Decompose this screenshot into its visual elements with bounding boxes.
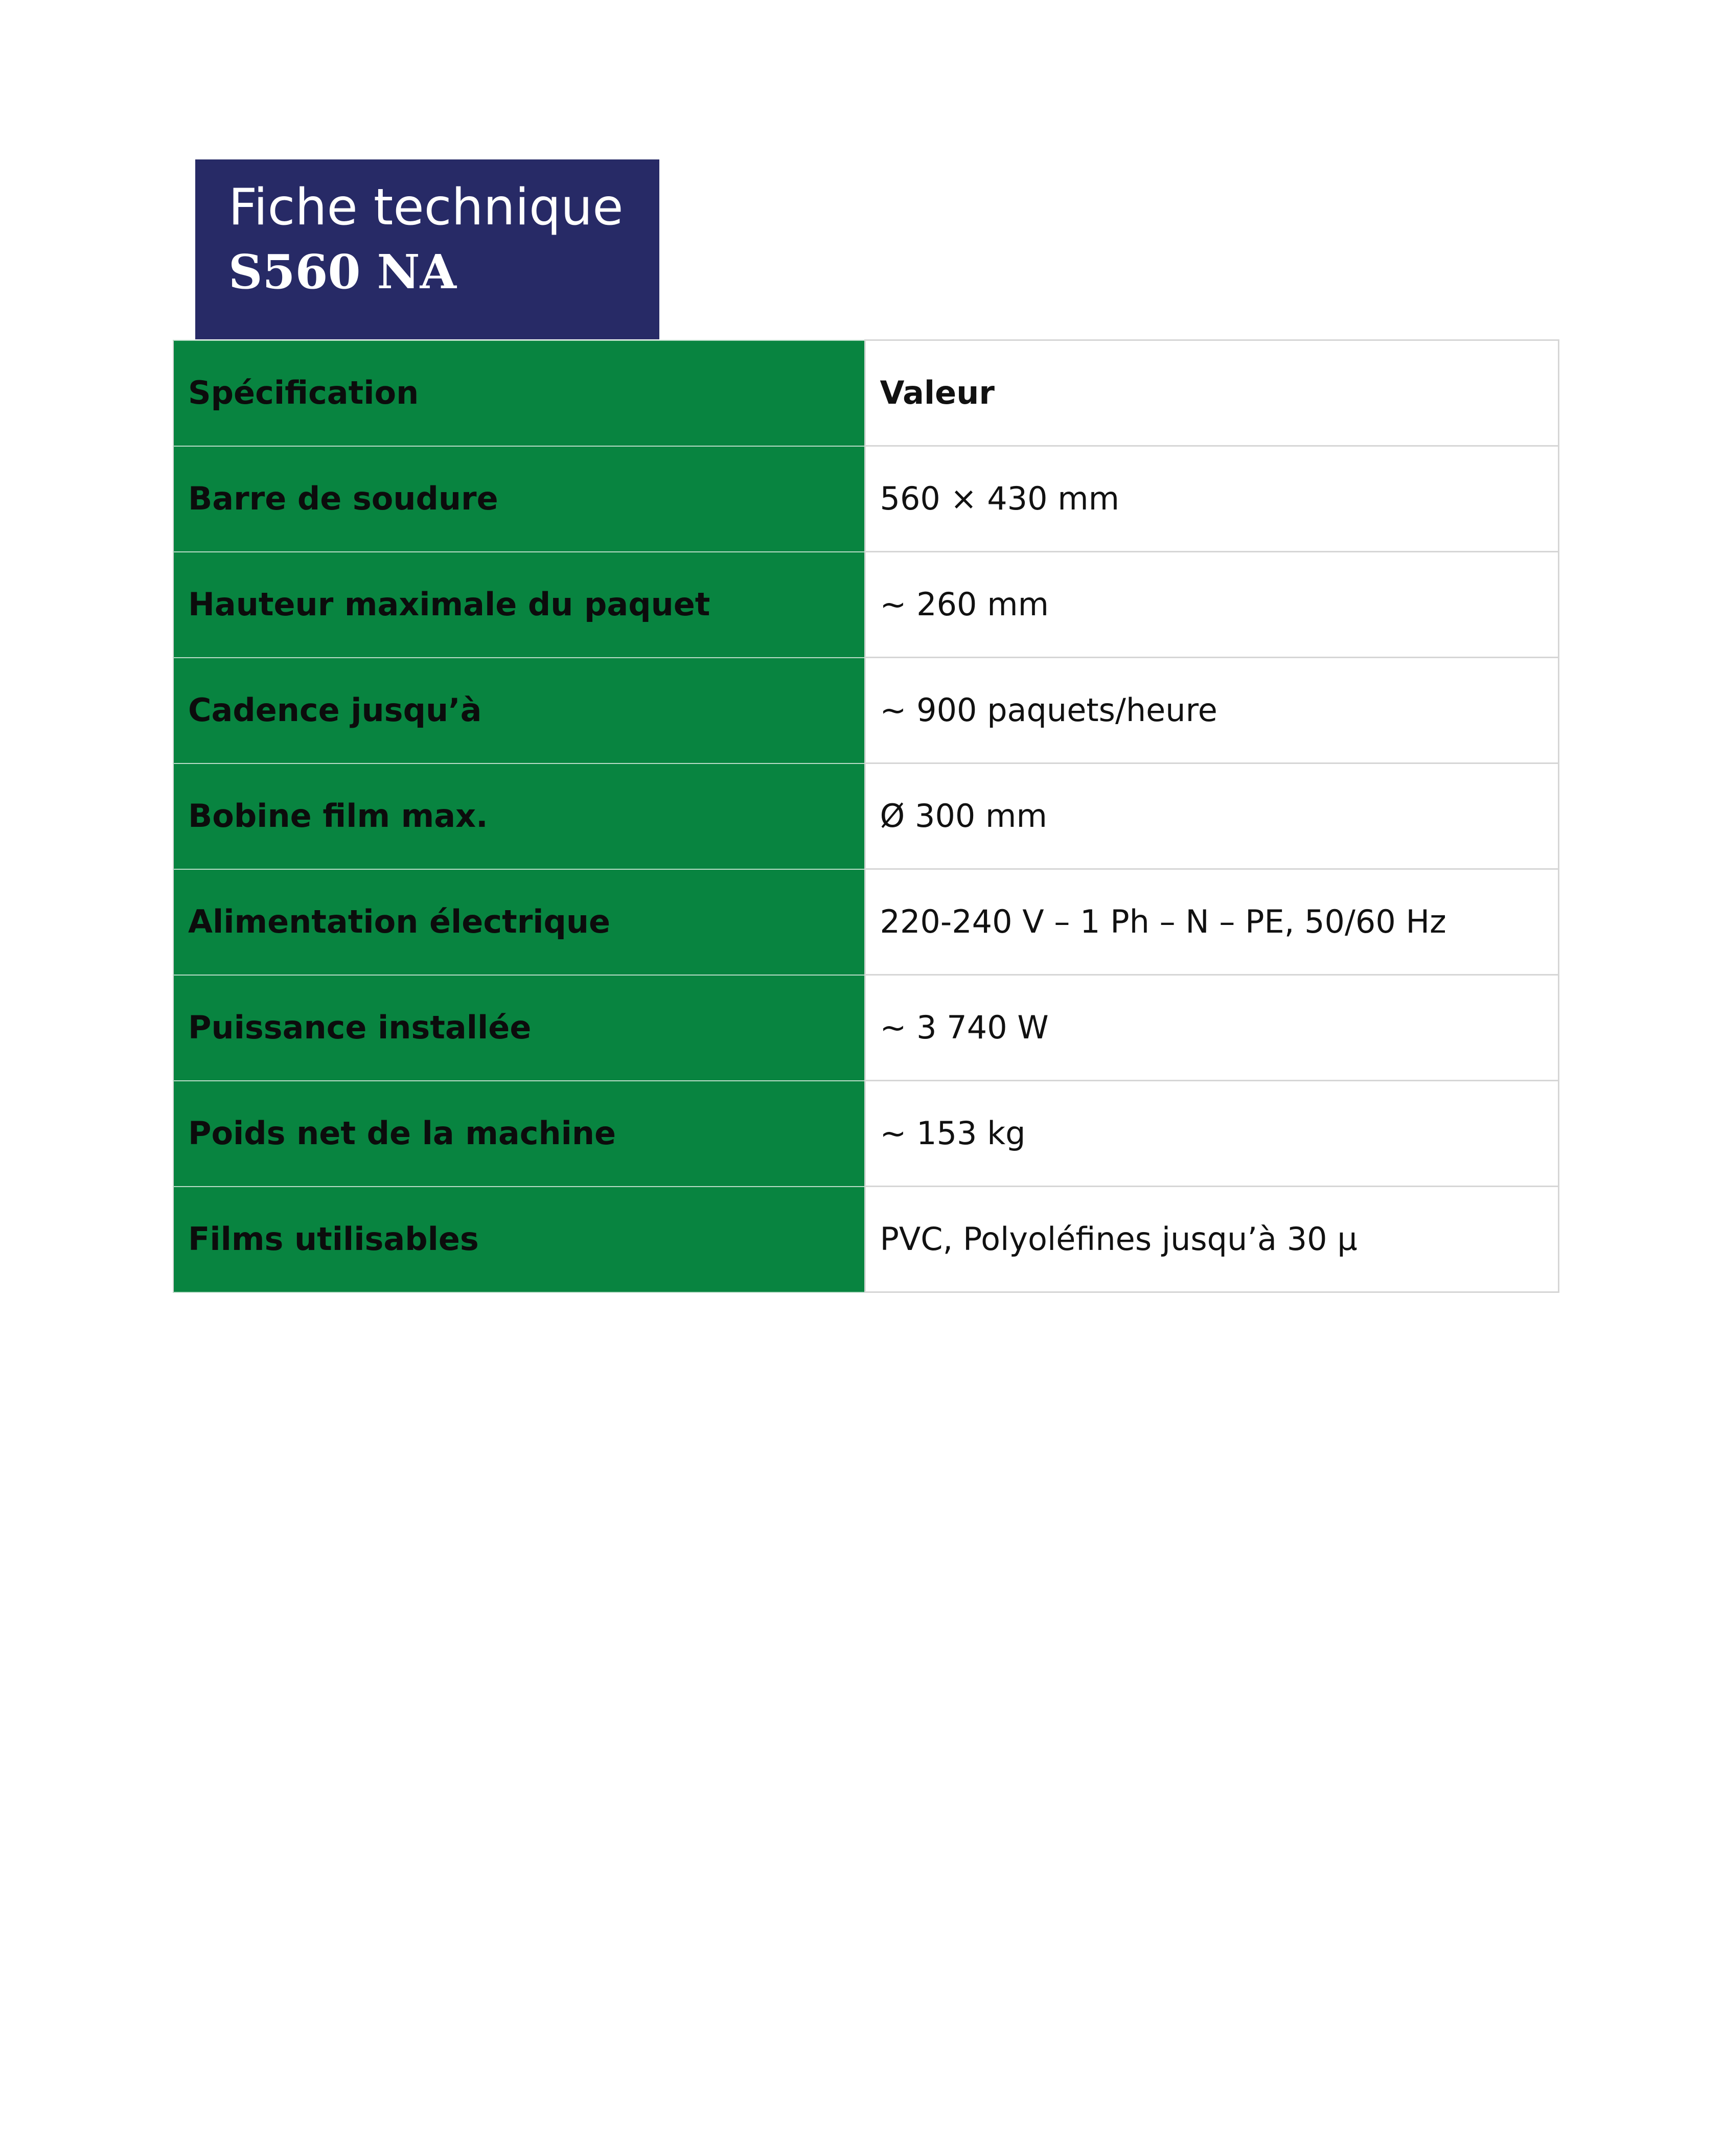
spec-cell: Films utilisables <box>173 1187 865 1292</box>
table-row <box>173 1081 1558 1187</box>
value-cell: ~ 900 paquets/heure <box>865 658 1558 763</box>
spec-cell: Cadence jusqu’à <box>173 658 865 763</box>
table-row <box>173 975 1558 1081</box>
spec-cell: Hauteur maximale du paquet <box>173 552 865 658</box>
value-cell: ~ 3 740 W <box>865 975 1558 1081</box>
value-cell: ~ 260 mm <box>865 552 1558 658</box>
header-value-cell: Valeur <box>865 340 1558 446</box>
table-row <box>173 552 1558 658</box>
table-header-row <box>173 340 1558 446</box>
table-row <box>173 1187 1558 1292</box>
table-row <box>173 869 1558 975</box>
spec-table <box>173 339 1559 1293</box>
model-name: S560 NA <box>228 244 456 299</box>
title-block <box>195 159 659 339</box>
spec-cell: Bobine film max. <box>173 763 865 869</box>
value-cell: PVC, Polyoléfines jusqu’à 30 µ <box>865 1187 1558 1292</box>
table-row <box>173 446 1558 552</box>
table-row <box>173 658 1558 763</box>
header-spec-cell: Spécification <box>173 340 865 446</box>
document-title: Fiche technique <box>228 178 624 237</box>
spec-cell: Poids net de la machine <box>173 1081 865 1187</box>
value-cell: 220-240 V – 1 Ph – N – PE, 50/60 Hz <box>865 869 1558 975</box>
spec-cell: Puissance installée <box>173 975 865 1081</box>
table-row <box>173 763 1558 869</box>
value-cell: ~ 153 kg <box>865 1081 1558 1187</box>
spec-cell: Alimentation électrique <box>173 869 865 975</box>
value-cell: 560 × 430 mm <box>865 446 1558 552</box>
spec-cell: Barre de soudure <box>173 446 865 552</box>
value-cell: Ø 300 mm <box>865 763 1558 869</box>
